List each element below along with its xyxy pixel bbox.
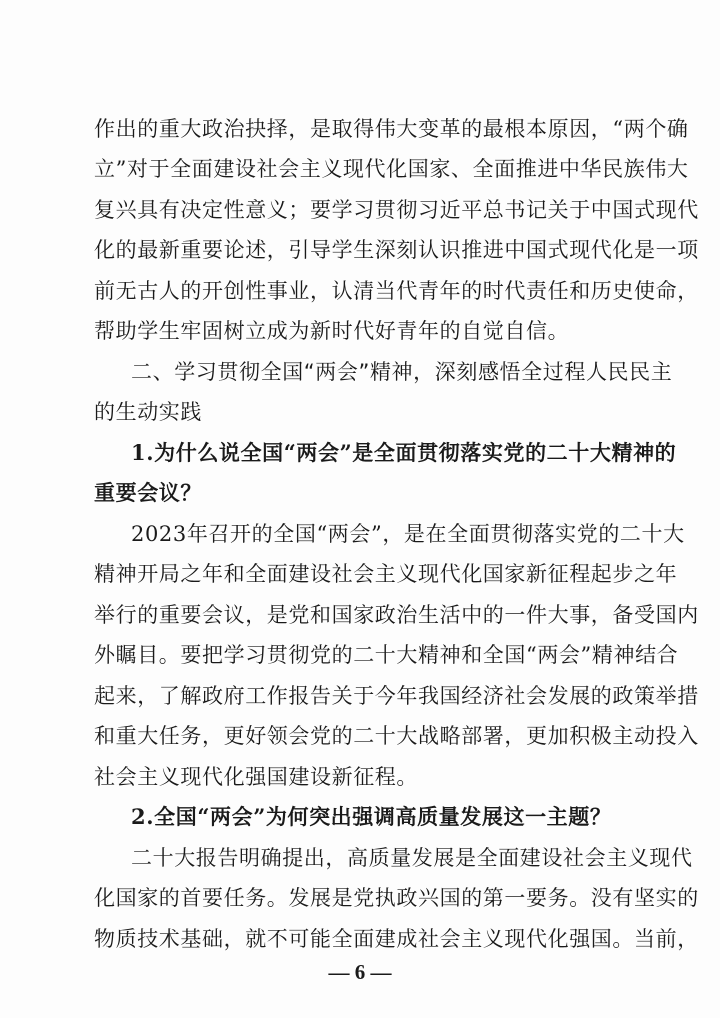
text-line: 举行的重要会议，是党和国家政治生活中的一件大事，备受国内 [94, 603, 699, 627]
text-line: 前无古人的开创性事业，认清当代青年的时代责任和历史使命， [94, 279, 699, 303]
question-heading-line: 1.为什么说全国“两会”是全面贯彻落实党的二十大精神的 [131, 440, 677, 465]
question-2-heading: 2.全国“两会”为何突出强调高质量发展这一主题？ [131, 804, 612, 829]
text-line: 二十大报告明确提出，高质量发展是全面建设社会主义现代 [131, 846, 693, 870]
text-line: 化国家的首要任务。发展是党执政兴国的第一要务。没有坚实的 [94, 886, 699, 910]
text-line: 起来，了解政府工作报告关于今年我国经济社会发展的政策举措 [94, 684, 699, 708]
text-line: 外瞩目。要把学习贯彻党的二十大精神和全国“两会”精神结合 [94, 643, 679, 667]
text-line: 复兴具有决定性意义；要学习贯彻习近平总书记关于中国式现代 [94, 198, 699, 222]
text-line: 作出的重大政治抉择，是取得伟大变革的最根本原因，“两个确 [94, 117, 689, 141]
text-line: 化的最新重要论述，引导学生深刻认识推进中国式现代化是一项 [94, 238, 699, 262]
text-line: 和重大任务，更好领会党的二十大战略部署，更加积极主动投入 [94, 724, 699, 748]
page-number: — 6 — [328, 960, 392, 984]
section-heading-line: 的生动实践 [94, 400, 202, 424]
text-line: 精神开局之年和全面建设社会主义现代化国家新征程起步之年 [94, 562, 678, 586]
text-line: 物质技术基础，就不可能全面建成社会主义现代化强国。当前， [94, 927, 699, 951]
text-line: 帮助学生牢固树立成为新时代好青年的自觉自信。 [94, 319, 570, 343]
text-line: 社会主义现代化强国建设新征程。 [94, 765, 418, 789]
text-line: 立”对于全面建设社会主义现代化国家、全面推进中华民族伟大 [94, 157, 689, 181]
text-line: 2023年召开的全国“两会”，是在全面贯彻落实党的二十大 [131, 522, 685, 546]
section-heading-line: 二、学习贯彻全国“两会”精神，深刻感悟全过程人民民主 [131, 360, 673, 384]
question-heading-line: 重要会议？ [94, 480, 202, 505]
